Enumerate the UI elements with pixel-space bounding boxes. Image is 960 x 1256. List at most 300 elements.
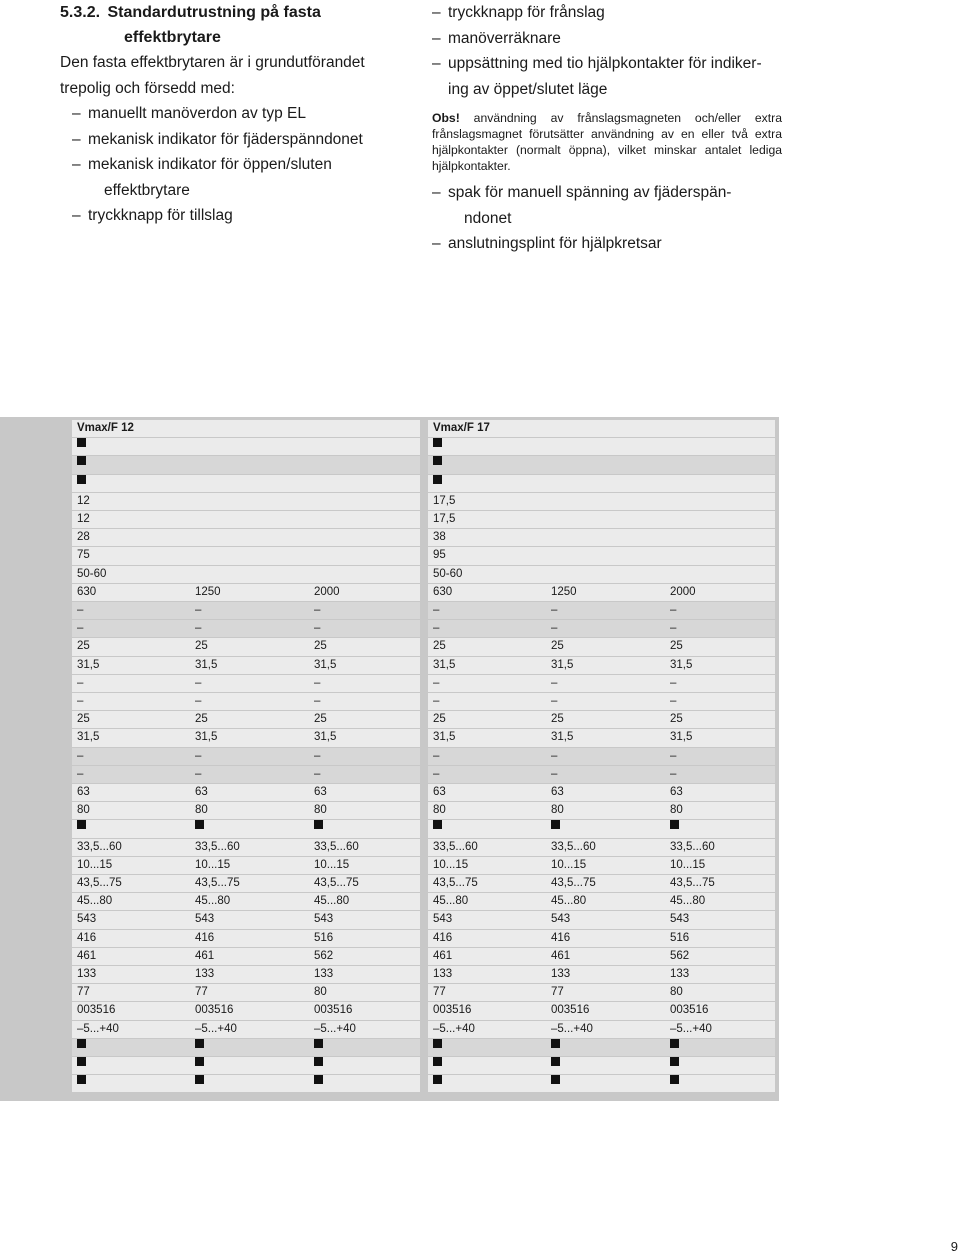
table-cell: 543 [551,913,571,926]
table-row [0,1021,779,1039]
list-item [60,101,420,127]
row-right-panel [428,438,775,455]
table-cell: – [77,695,84,707]
list-item [432,0,782,26]
row-right-panel [428,857,775,874]
table-cell: 63 [551,786,564,798]
header-right: Vmax/F 17 [433,422,490,434]
table-cell: 25 [77,713,90,726]
table-cell: – [551,695,558,707]
table-cell: – [314,767,321,780]
table-cell: 95 [433,549,446,562]
filled-square-icon [195,820,204,837]
right-bullet-list-top [432,0,782,102]
table-row [0,893,779,911]
table-cell: 50-60 [77,567,107,580]
dash-marker: – [72,207,81,224]
table-cell: 2000 [670,585,696,598]
table-cell: 543 [77,913,97,926]
table-cell: 63 [314,786,327,798]
table-cell: 25 [314,640,327,653]
row-left-panel [72,711,420,728]
filled-square-icon [551,1039,560,1056]
row-right-panel [428,984,775,1001]
filled-square-icon [314,1075,323,1092]
table-cell: 516 [670,931,690,944]
table-row [0,547,779,565]
table-row [0,493,779,511]
row-left-panel [72,857,420,874]
filled-square-icon [195,1075,204,1092]
table-row [0,875,779,893]
header-left-panel [72,420,420,437]
table-cell: 17,5 [433,513,456,525]
table-cell: 461 [551,949,571,962]
table-row [0,766,779,784]
filled-square-icon [77,1039,86,1056]
filled-square-icon [670,820,679,837]
table-cell: – [670,695,677,707]
table-cell: – [670,749,677,762]
table-cell: 25 [433,713,446,726]
table-cell: 80 [77,804,90,817]
row-left-panel [72,511,420,528]
table-cell: 10...15 [314,858,350,871]
table-cell: –5...+40 [670,1022,712,1035]
note-text: användning av frånslagsmagneten och/eller extra frånslagsmagnet förutsätter användning av en eller två extra hjälpkontakter (normalt öppna), vilket minskar antalet lediga hjälpkontakter. [432,111,782,173]
table-cell: 77 [195,986,208,999]
table-cell: – [314,622,321,635]
row-left-panel [72,875,420,892]
row-right-panel [428,820,775,837]
table-cell: 45...80 [195,895,231,908]
header-right-panel [428,420,775,437]
row-left-panel [72,1057,420,1074]
table-cell: 133 [195,968,215,980]
table-cell: – [77,767,84,780]
table-row [0,948,779,966]
table-cell: –5...+40 [314,1022,356,1035]
table-row [0,584,779,602]
list-item [432,26,782,52]
table-cell: 63 [77,786,90,798]
table-cell: – [551,749,558,762]
right-bullet-list-bottom [432,180,782,257]
list-item [60,152,420,203]
table-cell: – [670,676,677,689]
intro-paragraph [60,50,420,101]
table-cell: 543 [314,913,334,926]
table-cell: 45...80 [670,895,706,908]
table-cell: 543 [195,913,215,926]
row-left-panel [72,911,420,928]
table-cell: 003516 [551,1004,590,1017]
note-paragraph [432,110,782,174]
table-cell: 003516 [433,1004,472,1017]
table-cell: – [314,604,321,616]
table-row [0,802,779,820]
table-cell: 543 [433,913,453,926]
table-cell: 25 [433,640,446,653]
filled-square-icon [195,1057,204,1074]
table-cell: 003516 [314,1004,353,1017]
list-item-text: anslutningsplint för hjälpkretsar [448,235,662,252]
filled-square-icon [670,1075,679,1092]
table-row [0,930,779,948]
table-cell: 25 [551,713,564,726]
dash-marker: – [432,184,441,201]
table-cell: – [433,749,440,762]
table-cell: 133 [433,968,453,980]
table-cell: 33,5...60 [195,840,240,853]
table-cell: 10...15 [433,858,469,871]
row-left-panel [72,748,420,765]
header-left: Vmax/F 12 [77,422,134,434]
filled-square-icon [551,1057,560,1074]
table-cell: – [77,676,84,689]
table-cell: 33,5...60 [551,840,596,853]
table-cell: 43,5...75 [314,877,359,889]
table-cell: 31,5 [77,658,100,671]
table-cell: 45...80 [551,895,587,908]
table-cell: 80 [195,804,208,817]
table-cell: 80 [670,986,683,999]
row-right-panel [428,1021,775,1038]
table-cell: 33,5...60 [77,840,122,853]
list-item-text: spak för manuell spänning av fjäderspän- [448,184,732,201]
table-cell: 33,5...60 [670,840,715,853]
table-cell: –5...+40 [77,1022,119,1035]
table-cell: 25 [77,640,90,653]
table-row [0,911,779,929]
row-left-panel [72,1002,420,1019]
table-cell: 133 [551,968,571,980]
table-cell: – [77,749,84,762]
row-left-panel [72,675,420,692]
table-cell: 31,5 [195,658,218,671]
row-right-panel [428,711,775,728]
intro-line2: trepolig och försedd med: [60,79,235,97]
row-right-panel [428,657,775,674]
row-right-panel [428,566,775,583]
table-cell: 33,5...60 [314,840,359,853]
row-right-panel [428,602,775,619]
row-left-panel [72,966,420,983]
table-cell: 31,5 [670,658,693,671]
table-cell: – [195,695,202,707]
row-right-panel [428,802,775,819]
table-row [0,1075,779,1093]
table-cell: 1250 [551,585,577,598]
table-cell: 31,5 [314,658,337,671]
row-left-panel [72,729,420,746]
dash-marker: – [432,235,441,252]
table-cell: 003516 [195,1004,234,1017]
filled-square-icon [195,1039,204,1056]
filled-square-icon [77,456,86,473]
row-right-panel [428,1075,775,1092]
table-cell: – [551,767,558,780]
table-row [0,602,779,620]
table-row [0,456,779,474]
left-column [60,0,420,229]
row-left-panel [72,493,420,510]
table-row [0,1002,779,1020]
filled-square-icon [433,1057,442,1074]
table-cell: – [314,676,321,689]
filled-square-icon [433,1039,442,1056]
table-row [0,438,779,456]
list-item-text: mekanisk indikator för fjäderspänndonet [88,130,363,148]
table-cell: 43,5...75 [433,877,478,889]
row-right-panel [428,675,775,692]
section-heading [60,0,420,50]
table-cell: 25 [195,713,208,726]
table-cell: 25 [670,713,683,726]
row-left-panel [72,820,420,837]
row-left-panel [72,1039,420,1056]
row-right-panel [428,911,775,928]
table-cell: 461 [433,949,453,962]
table-cell: 80 [433,804,446,817]
list-item-text: tryckknapp för tillslag [88,207,233,224]
row-right-panel [428,493,775,510]
list-item-continuation: ndonet [464,209,512,227]
row-right-panel [428,930,775,947]
list-item [432,51,782,102]
table-cell: 80 [670,804,683,817]
table-row [0,984,779,1002]
row-right-panel [428,584,775,601]
filled-square-icon [433,438,442,455]
table-cell: 31,5 [551,658,574,671]
page-number: 9 [950,1239,958,1254]
row-left-panel [72,475,420,492]
table-row [0,748,779,766]
filled-square-icon [433,475,442,492]
table-cell: 1250 [195,585,221,598]
dash-marker: – [432,55,441,72]
table-cell: 43,5...75 [195,877,240,889]
row-left-panel [72,638,420,655]
filled-square-icon [314,820,323,837]
note-label: Obs! [432,111,460,125]
row-right-panel [428,456,775,473]
row-right-panel [428,966,775,983]
table-cell: –5...+40 [433,1022,475,1035]
list-item-text: manuellt manöverdon av typ EL [88,105,306,122]
row-left-panel [72,456,420,473]
table-cell: 80 [551,804,564,817]
table-cell: 25 [195,640,208,653]
list-item [60,127,420,153]
list-item [432,180,782,231]
table-row [0,693,779,711]
filled-square-icon [77,1075,86,1092]
table-cell: 10...15 [670,858,706,871]
table-cell: – [433,604,440,616]
row-right-panel [428,620,775,637]
table-row [0,966,779,984]
table-cell: – [551,604,558,616]
row-right-panel [428,729,775,746]
filled-square-icon [551,1075,560,1092]
row-left-panel [72,566,420,583]
row-right-panel [428,875,775,892]
table-cell: 77 [551,986,564,999]
list-item-text: mekanisk indikator för öppen/sluten [88,156,332,173]
table-cell: 461 [77,949,97,962]
row-right-panel [428,1039,775,1056]
table-cell: 31,5 [195,731,218,744]
filled-square-icon [77,820,86,837]
row-right-panel [428,948,775,965]
table-cell: 562 [670,949,690,962]
row-left-panel [72,584,420,601]
filled-square-icon [433,1075,442,1092]
table-cell: 31,5 [670,731,693,744]
table-cell: 77 [433,986,446,999]
row-left-panel [72,438,420,455]
row-right-panel [428,529,775,546]
table-cell: 133 [670,968,690,980]
dash-marker: – [432,4,441,21]
row-right-panel [428,511,775,528]
table-cell: 416 [77,931,97,944]
table-cell: 003516 [77,1004,116,1017]
filled-square-icon [670,1057,679,1074]
table-row [0,529,779,547]
row-left-panel [72,930,420,947]
table-cell: –5...+40 [195,1022,237,1035]
row-right-panel [428,1002,775,1019]
table-row [0,620,779,638]
dash-marker: – [432,29,441,47]
row-left-panel [72,602,420,619]
table-cell: – [195,676,202,689]
row-left-panel [72,802,420,819]
table-row [0,820,779,838]
filled-square-icon [314,1039,323,1056]
table-cell: – [551,622,558,635]
table-cell: 416 [551,931,571,944]
table-cell: 562 [314,949,334,962]
table-cell: 31,5 [551,731,574,744]
row-right-panel [428,784,775,801]
table-cell: 80 [314,804,327,817]
table-cell: 63 [195,786,208,798]
table-cell: 50-60 [433,567,463,580]
table-row [0,729,779,747]
row-left-panel [72,529,420,546]
table-cell: 31,5 [77,731,100,744]
row-left-panel [72,1075,420,1092]
table-cell: 133 [77,968,97,980]
table-cell: 630 [433,585,453,598]
table-cell: – [433,767,440,780]
list-item [60,203,420,229]
list-item-text: tryckknapp för frånslag [448,4,605,21]
table-cell: 25 [551,640,564,653]
table-cell: – [670,767,677,780]
table-cell: 28 [77,531,90,544]
table-cell: 43,5...75 [77,877,122,889]
table-row [0,857,779,875]
table-cell: 45...80 [77,895,113,908]
table-row [0,1039,779,1057]
row-right-panel [428,748,775,765]
table-row [0,784,779,802]
row-left-panel [72,766,420,783]
row-right-panel [428,693,775,710]
table-cell: – [195,604,202,616]
table-row [0,657,779,675]
table-cell: 133 [314,968,334,980]
table-row [0,475,779,493]
row-right-panel [428,893,775,910]
row-right-panel [428,475,775,492]
table-cell: 10...15 [195,858,231,871]
table-cell: 45...80 [433,895,469,908]
row-left-panel [72,984,420,1001]
row-right-panel [428,766,775,783]
table-cell: 2000 [314,585,340,598]
section-title-line2: effektbrytare [124,29,221,46]
intro-line1: Den fasta effektbrytaren är i grundutförandet [60,54,365,71]
row-left-panel [72,1021,420,1038]
table-cell: 63 [670,786,683,798]
row-left-panel [72,784,420,801]
table-cell: 43,5...75 [670,877,715,889]
filled-square-icon [551,820,560,837]
table-header-row [0,420,779,438]
list-item-text: manöverräknare [448,29,561,47]
table-cell: 63 [433,786,446,798]
table-cell: 416 [433,931,453,944]
table-cell: – [670,604,677,616]
left-bullet-list [60,101,420,229]
table-cell: – [433,676,440,689]
table-cell: – [670,622,677,635]
table-cell: – [314,695,321,707]
table-row [0,511,779,529]
table-cell: – [433,695,440,707]
table-cell: – [314,749,321,762]
row-right-panel [428,839,775,856]
row-left-panel [72,657,420,674]
dash-marker: – [72,130,81,148]
list-item [432,231,782,257]
table-row [0,675,779,693]
row-left-panel [72,839,420,856]
filled-square-icon [77,475,86,492]
table-row [0,711,779,729]
table-cell: 31,5 [433,731,456,744]
table-cell: 80 [314,986,327,999]
row-right-panel [428,638,775,655]
row-left-panel [72,893,420,910]
table-cell: 17,5 [433,494,456,507]
table-cell: 75 [77,549,90,562]
dash-marker: – [72,105,81,122]
table-row [0,1057,779,1075]
spec-table [0,417,779,1101]
table-cell: 10...15 [77,858,113,871]
section-number: 5.3.2. [60,4,101,21]
dash-marker: – [72,156,81,173]
table-cell: 416 [195,931,215,944]
list-item-continuation: effektbrytare [104,181,190,199]
